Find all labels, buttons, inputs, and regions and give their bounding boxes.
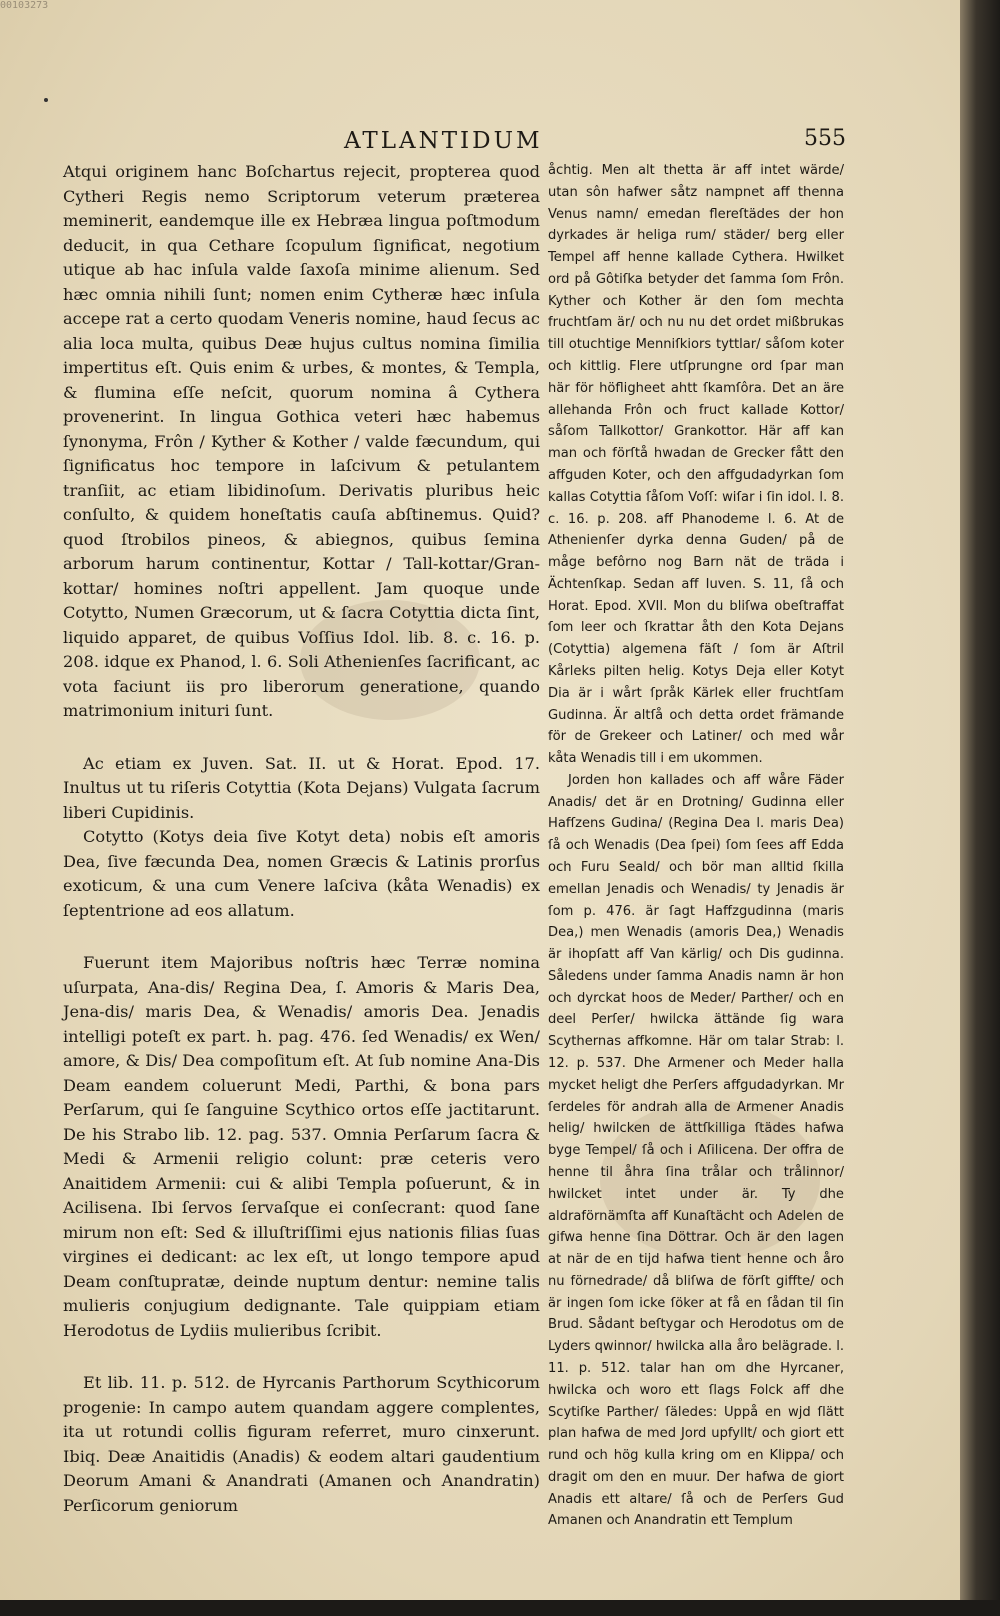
page-number: 555 — [804, 126, 846, 151]
latin-column — [63, 160, 540, 1518]
scan-background — [0, 1600, 1000, 1616]
swedish-column — [548, 160, 844, 1532]
latin-paragraph: Atqui originem hanc Boſchartus rejecit, propterea quod Cytheri Regis nemo Scriptorum veterum præterea meminerit, eandemque ille ex Hebræa lingua poſtmodum deducit, in qua Cethare ſcopulum ſignificat, negotium utique ab hac inſula valde ſaxoſa minime alienum. Sed hæc omnia nihili ſunt; nomen enim Cytheræ hæc inſula accepe rat a certo quodam Veneris nomine, haud ſecus ac alia loca multa, quibus Deæ hujus cultus nomina ſimilia impertitus eſt. Quis enim & urbes, & montes, & Templa, & flumina eſſe neſcit, quorum nomina â Cythera provenerint. In lingua Gothica veteri hæc habemus ſynonyma, Frôn / Kyther & Kother / valde fæcundum, qui ſignificatus hoc tempore in laſcivum & petulantem tranſiit, ac etiam libidinoſum. Derivatis pluribus heic conſulto, & quidem honeſtatis cauſa abſtinemus. Quid? quod ſtrobilos pineos, & abiegnos, quibus ſemina arborum harum continentur, Kottar / Tall-kottar/Gran-kottar/ homines noſtri appellent. Jam quoque unde Cotytto, Numen Græcorum, ut & ſacra Cotyttia dicta ſint, liquido apparet, de quibus Voſſius Idol. lib. 8. c. 16. p. 208. idque ex Phanod, l. 6. Soli Athenienſes ſacrificant, ac vota faciunt iis pro liberorum generatione, quando matrimonium inituri ſunt. — [63, 162, 540, 720]
swedish-paragraph: åchtig. Men alt thetta är aff intet wärde/ utan sôn hafwer såtz nampnet aff thenna Venus namn/ emedan flereſtädes der hon dyrkades är heliga rum/ städer/ berg eller Tempel aff henne kallade Cythera. Hwilket ord på Gôtiſka betyder det ſamma ſom Frôn. Kyther och Kother är den ſom mechta fruchtſam är/ och nu nu det ordet mißbrukas till otuchtige Menniſkiors tyttlar/ såſom koter och kittlig. Flere utſprungne ord ſpar man här för höfligheet ahtt ſkamſôra. Det an äre allehanda Frôn och fruct kallade Kottor/ såſom Tallkottor/ Grankottor. Här aff kan man och förſtå hwadan de Grecker fått den affguden Koter, och den affgudadyrkan ſom kallas Cotyttia ſåſom Voſſ: wiſar i ſin idol. l. 8. c. 16. p. 208. aff Phanodeme l. 6. At de Athenienſer dyrka denna Guden/ på de måge befôrno nog Barn nät de träda i Ächtenſkap. Sedan aff Iuven. S. 11, ſå och Horat. Epod. XVII. Mon du bliſwa obeſtraffat ſom leer och ſkrattar åth den Kota Dejans (Cotyttia) algemena fäſt / ſom är Aſtril Kårleks pilten helig. Kotys Deja eller Kotyt Dia är i wårt ſpråk Kärlek eller fruchtſam Gudinna. Är altſå och detta ordet främande för de Grekeer och Latiner/ och med wår kåta Wenadis till i em ukommen. — [548, 163, 844, 767]
swedish-paragraph: Jorden hon kallades och aff wåre Fäder Anadis/ det är en Drotning/ Gudinna eller Hafſzens Gudina/ (Regina Dea l. maris Dea) ſå och Wenadis (Dea ſpei) ſom ſees aff Edda och Furu Seald/ och bör man alltid ſkilla emellan Jenadis och Wenadis/ ty Jenadis är ſom p. 476. är ſagt Haffzgudinna (maris Dea,) men Wenadis (amoris Dea,) Wenadis är ihopſatt aff Van kärlig/ och Dis gudinna. Såledens under ſamma Anadis namn är hon och dyrckat hoos de Meder/ Parther/ och en deel Perſer/ hwilcka ättände ſig wara Scythernas affkomne. Här om talar Strab: l. 12. p. 537. Dhe Armener och Meder halla mycket heligt dhe Perſers affgudadyrkan. Mr ſerdeles för andrah alla de Armener Anadis helig/ hwilcken de ättſkilliga ſtädes hafwa byge Tempel/ ſå och i Aſilicena. Der offra de henne til åhra ſina trålar och trålinnor/ hwilcket intet under är. Ty dhe aldraförnämſta aff Kunaſtächt och Adelen de gifwa henne ſina Döttrar. Och är den lagen at när de en tijd hafwa tient henne och åro nu förnedrade/ då bliſwa de förſt giffte/ och är ingen ſom icke ſöker at få en ſådan til ſin Brud. Sådant beſtygar och Herodotus om de Lyders qwinnor/ hwilcka alla åro belägrade. l. 11. p. 512. talar han om dhe Hyrcaner, hwilcka och woro ett ſlags Folck aff dhe Scytiſke Parther/ ſäledes: Uppå en wjd ſlätt plan hafwa de med Jord upfyllt/ och giort ett rund och hög kulla kring om en Klippa/ och dragit om den en muur. Der hafwa de giort Anadis ett altare/ ſå och de Perſers Gud Amanen och Anandratin ett Templum — [548, 772, 844, 1529]
book-fore-edge — [960, 0, 1000, 1616]
latin-paragraph: Fuerunt item Majoribus noſtris hæc Terræ nomina uſurpata, Ana-dis/ Regina Dea, ſ. Amoris & Maris Dea, Jena-dis/ maris Dea, & Wenadis/ amoris Dea. Jenadis intelligi poteſt ex part. h. pag. 476. ſed Wenadis/ ex Wen/ amore, & Dis/ Dea compoſitum eſt. At ſub nomine Ana-Dis Deam eandem coluerunt Medi, Parthi, & bona pars Perſarum, qui ſe ſanguine Scythico ortos eſſe jactitarunt. De his Strabo lib. 12. pag. 537. Omnia Perſarum ſacra & Medi & Armenii religio colunt: præ ceteris vero Anaitidem Armenii: cui & alibi Templa poſuerunt, & in Acilisena. Ibi ſervos ſervaſque ei conſecrant: quod ſane mirum non eſt: Sed & illuſtriſſimi ejus nationis filias ſuas virgines ei dedicant: ac lex eſt, ut longo tempore apud Deam conſtupratæ, deinde nuptum dentur: nemine talis mulieris conjugium dedignante. Tale quippiam etiam Herodotus de Lydiis mulieribus ſcribit. — [63, 953, 540, 1340]
running-title: ATLANTIDUM — [344, 128, 543, 154]
marginal-mark — [44, 98, 48, 102]
latin-paragraph: Et lib. 11. p. 512. de Hyrcanis Parthorum Scythicorum progenie: In campo autem quandam aggere complentes, ita ut rotundi collis figuram referret, muro cinxerunt. Ibiq. Deæ Anaitidis (Anadis) & eodem altari gaudentium Deorum Amani & Anandrati (Amanen och Anandratin) Perſicorum geniorum — [63, 1373, 540, 1515]
shelfmark: 00103273 — [0, 0, 49, 11]
latin-paragraph: Cotytto (Kotys deia ſive Kotyt deta) nobis eſt amoris Dea, ſive fæcunda Dea, nomen Græcis & Latinis prorſus exoticum, & una cum Venere laſciva (kåta Wenadis) ex ſeptentrione ad eos allatum. — [63, 827, 540, 920]
latin-paragraph: Ac etiam ex Juven. Sat. II. ut & Horat. Epod. 17. Inultus ut tu riſeris Cotyttia (Kota Dejans) Vulgata ſacrum liberi Cupidinis. — [63, 753, 540, 822]
